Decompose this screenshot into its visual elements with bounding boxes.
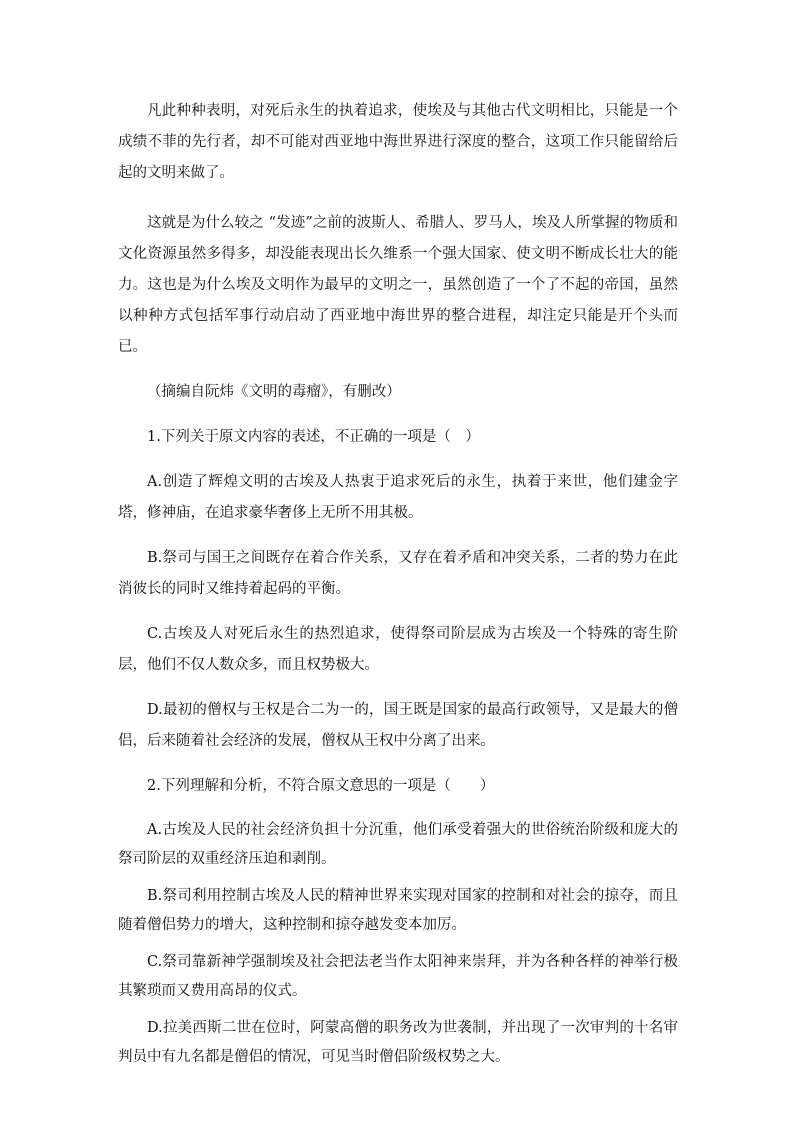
question-2-option-d: D.拉美西斯二世在位时，阿蒙高僧的职务改为世袭制，并出现了一次审判的十名审判员中有九名都是僧侣的情况，可见当时僧侣阶级权势之大。 xyxy=(118,1020,678,1065)
question-2-option-a: A.古埃及人民的社会经济负担十分沉重，他们承受着强大的世俗统治阶级和庞大的祭司阶层的双重经济压迫和剥削。 xyxy=(118,822,678,867)
question-1-option-c: C.古埃及人对死后永生的热烈追求，使得祭司阶层成为古埃及一个特殊的寄生阶层，他们不仅人数众多，而且权势极大。 xyxy=(118,626,678,673)
document-page xyxy=(118,96,678,1072)
passage-source: （摘编自阮炜《文明的毒瘤》，有删改） xyxy=(147,384,401,400)
passage-paragraph-2: 这就是为什么较之 “发迹”之前的波斯人、希腊人、罗马人，埃及人所掌握的物质和文化资源虽然多得多，却没能表现出长久维系一个强大国家、使文明不断成长壮大的能力。这也是为什么埃及文明作为最早的文明之一，虽然创造了一个了不起的帝国，虽然以种种方式包括军事行动启动了西亚地中海世界的整合进程，却注定只能是开个头而已。 xyxy=(118,215,678,355)
question-1-stem: 1.下列关于原文内容的表述，不正确的一项是（ ） xyxy=(147,429,480,445)
passage-paragraph-1: 凡此种种表明，对死后永生的执着追求，使埃及与其他古代文明相比，只能是一个成绩不菲的先行者，却不可能对西亚地中海世界进行深度的整合，这项工作只能留给后起的文明来做了。 xyxy=(118,103,678,181)
question-1-option-d: D.最初的僧权与王权是合二为一的，国王既是国家的最高行政领导，又是最大的僧侣，后来随着社会经济的发展，僧权从王权中分离了出来。 xyxy=(118,702,678,749)
question-2-option-c: C.祭司靠新神学强制埃及社会把法老当作太阳神来崇拜，并为各种各样的神举行极其繁琐而又费用高昂的仪式。 xyxy=(118,954,678,999)
question-1-option-a: A.创造了辉煌文明的古埃及人热衷于追求死后的永生，执着于来世，他们建金字塔，修神庙，在追求豪华奢侈上无所不用其极。 xyxy=(118,474,678,521)
question-2-stem: 2.下列理解和分析，不符合原文意思的一项是（ ） xyxy=(147,778,495,794)
question-1-option-b: B.祭司与国王之间既存在着合作关系，又存在着矛盾和冲突关系，二者的势力在此消彼长的同时又维持着起码的平衡。 xyxy=(118,550,678,597)
question-2-option-b: B.祭司利用控制古埃及人民的精神世界来实现对国家的控制和对社会的掠夺，而且随着僧侣势力的增大，这种控制和掠夺越发变本加厉。 xyxy=(118,888,678,933)
